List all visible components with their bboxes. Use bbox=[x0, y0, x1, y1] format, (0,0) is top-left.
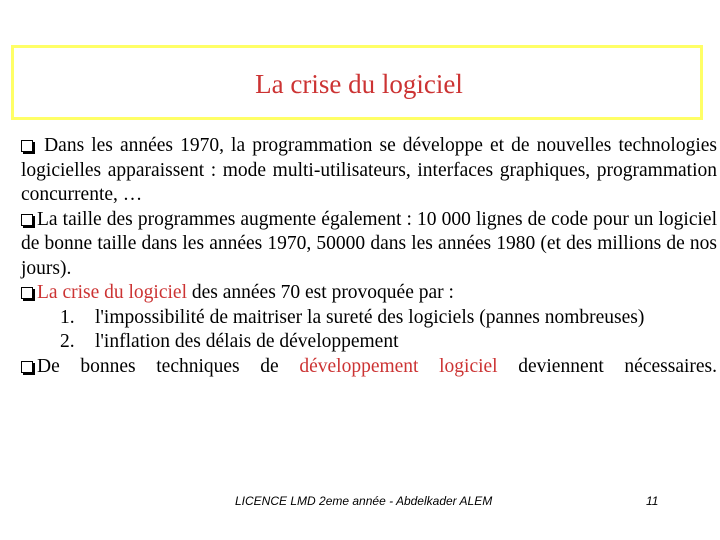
checkbox-bullet-icon bbox=[21, 214, 33, 226]
slide-title: La crise du logiciel bbox=[255, 69, 463, 99]
paragraph-text: De bonnes techniques de bbox=[37, 355, 300, 377]
footer-text: LICENCE LMD 2eme année - Abdelkader ALEM bbox=[235, 494, 493, 508]
crisis-highlight: La crise du logiciel bbox=[37, 282, 187, 303]
checkbox-bullet-icon bbox=[21, 140, 33, 152]
checkbox-bullet-icon bbox=[21, 361, 33, 373]
paragraph-text: des années 70 est provoquée par : bbox=[186, 282, 454, 303]
paragraph-text: La taille des programmes augmente également : 10 000 lignes de code pour un logiciel de bonne taille dans les années 1970, 50000 dans les années 1980 (et des millions de nos jours). bbox=[21, 208, 717, 279]
paragraph-conclusion bbox=[21, 355, 717, 380]
causes-list bbox=[21, 306, 717, 355]
development-highlight: développement logiciel bbox=[299, 355, 498, 377]
list-item-number: 1. bbox=[60, 306, 75, 328]
paragraph-intro bbox=[21, 134, 717, 208]
list-item bbox=[21, 330, 717, 355]
list-item-text: l'impossibilité de maitriser la sureté des logiciels (pannes nombreuses) bbox=[95, 306, 645, 328]
title-box bbox=[11, 45, 703, 120]
slide-content bbox=[21, 134, 717, 379]
paragraph-text: Dans les années 1970, la programmation se développe et de nouvelles technologies logicielles apparaissent : mode multi-utilisateurs, interfaces graphiques, programmation concurrente, … bbox=[21, 135, 717, 205]
checkbox-bullet-icon bbox=[21, 287, 33, 299]
list-item bbox=[21, 306, 717, 331]
paragraph-program-size bbox=[21, 208, 717, 282]
list-item-number: 2. bbox=[60, 331, 75, 352]
page-number: 11 bbox=[646, 494, 659, 508]
paragraph-crisis bbox=[21, 281, 717, 306]
paragraph-text: deviennent nécessaires. bbox=[497, 355, 717, 377]
list-item-text: l'inflation des délais de développement bbox=[95, 331, 399, 352]
